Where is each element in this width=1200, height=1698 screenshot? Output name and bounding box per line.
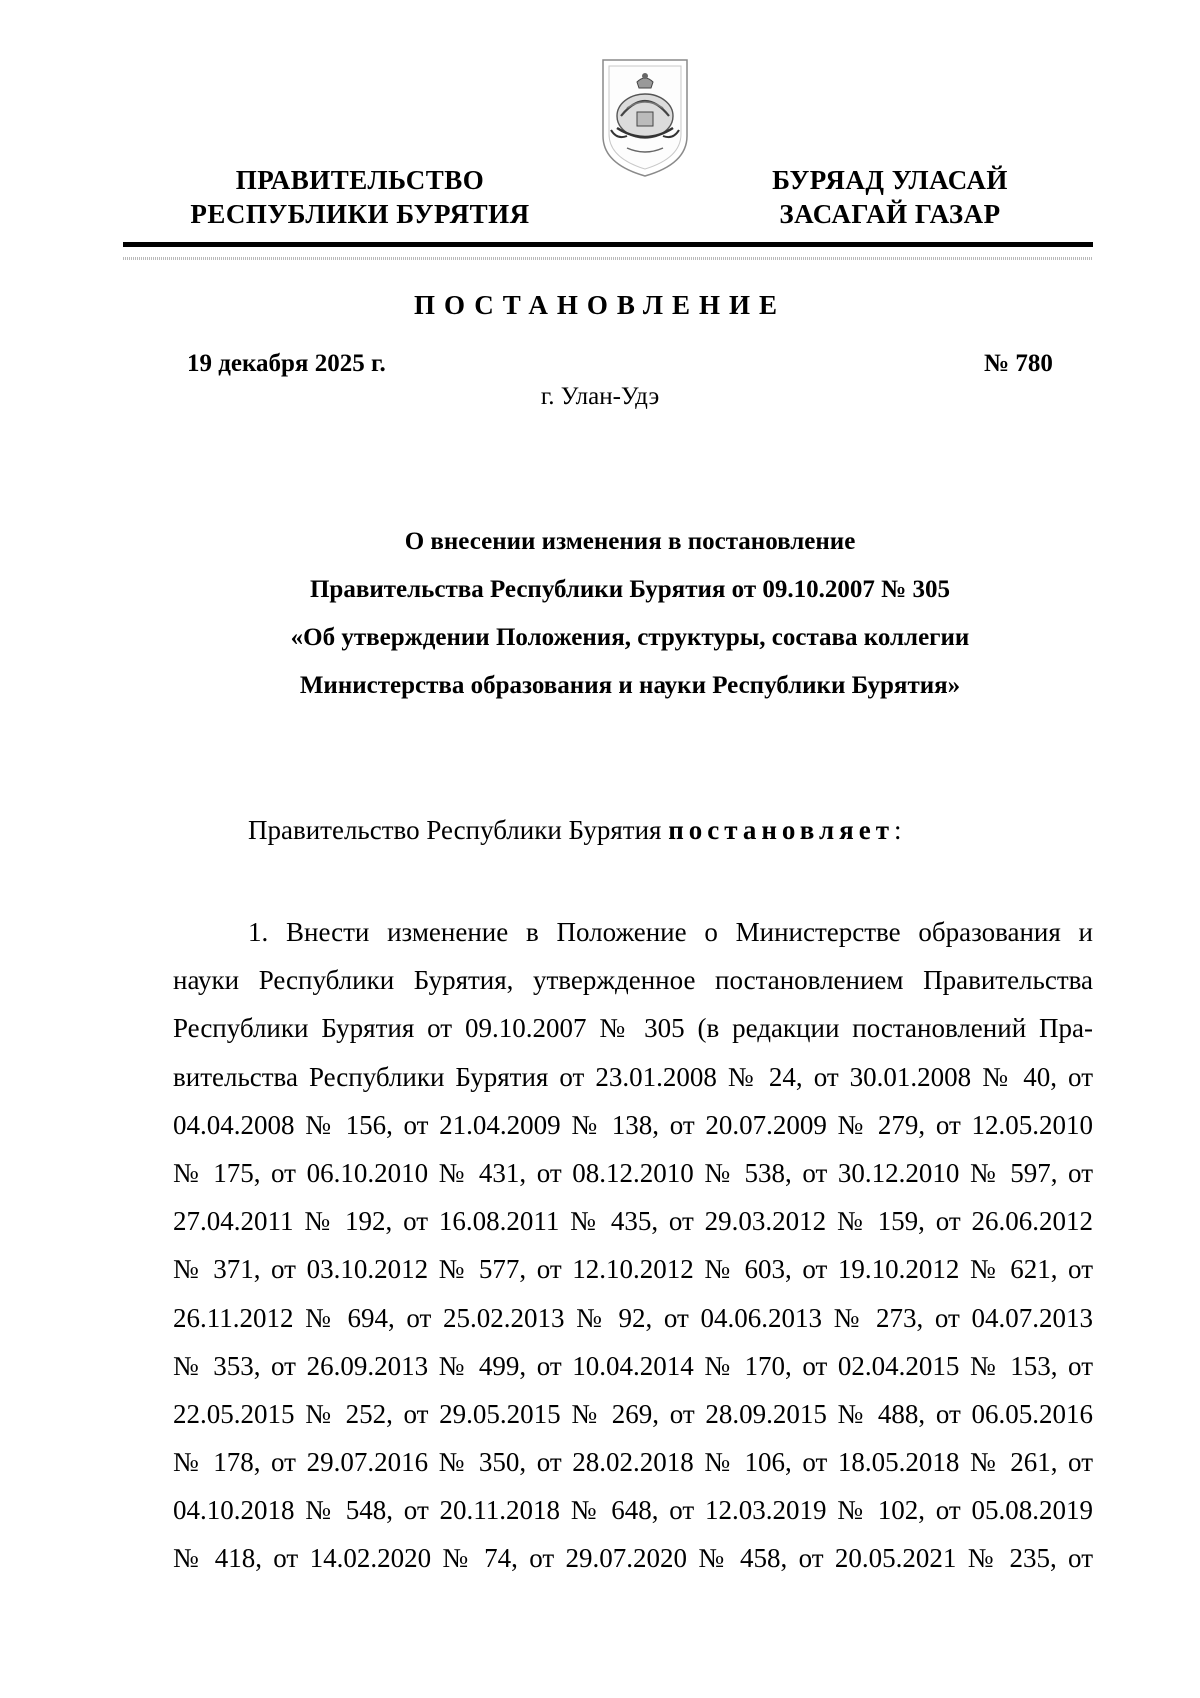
issuer-name-buryat bbox=[745, 163, 1035, 231]
paragraph-line: № 175, от 06.10.2010 № 431, от 08.12.2010 № 538, от 30.12.2010 № 597, от bbox=[173, 1157, 1093, 1188]
paragraph-line: № 353, от 26.09.2013 № 499, от 10.04.2014 № 170, от 02.04.2015 № 153, от bbox=[173, 1350, 1093, 1381]
issuer-line: БУРЯАД УЛАСАЙ bbox=[772, 165, 1008, 195]
title-line: О внесении изменения в постановление bbox=[404, 528, 856, 555]
title-line: «Об утверждении Положения, структуры, состава коллегии bbox=[290, 624, 970, 651]
issuer-name-russian bbox=[175, 163, 545, 231]
preamble bbox=[248, 815, 901, 846]
document-number: № 780 bbox=[984, 350, 1053, 377]
title-line: Министерства образования и науки Республики Бурятия» bbox=[299, 672, 961, 699]
paragraph-line: вительства Республики Бурятия от 23.01.2008 № 24, от 30.01.2008 № 40, от bbox=[173, 1061, 1093, 1092]
paragraph-line: 04.10.2018 № 548, от 20.11.2018 № 648, от 12.03.2019 № 102, от 05.08.2019 bbox=[173, 1495, 1093, 1526]
paragraph-line: 22.05.2015 № 252, от 29.05.2015 № 269, от 28.09.2015 № 488, от 06.05.2016 bbox=[173, 1398, 1093, 1429]
document-type: ПОСТАНОВЛЕНИЕ bbox=[413, 290, 787, 320]
document-title bbox=[160, 518, 1100, 710]
issuer-line: РЕСПУБЛИКИ БУРЯТИЯ bbox=[190, 199, 530, 229]
paragraph-1 bbox=[173, 908, 1093, 1583]
paragraph-line: № 178, от 29.07.2016 № 350, от 28.02.2018 № 106, от 18.05.2018 № 261, от bbox=[173, 1447, 1093, 1478]
paragraph-line: науки Республики Бурятия, утвержденное постановлением Правительства bbox=[173, 965, 1093, 996]
title-line: Правительства Республики Бурятия от 09.10.2007 № 305 bbox=[309, 576, 950, 603]
paragraph-line: 27.04.2011 № 192, от 16.08.2011 № 435, от 29.03.2012 № 159, от 26.06.2012 bbox=[173, 1206, 1093, 1237]
paragraph-line: Республики Бурятия от 09.10.2007 № 305 (в редакции постановлений Пра- bbox=[173, 1013, 1093, 1044]
header-divider-thin bbox=[123, 257, 1093, 260]
document-city: г. Улан-Удэ bbox=[540, 383, 660, 410]
coat-of-arms-icon bbox=[597, 56, 693, 178]
preamble-text: Правительство Республики Бурятия bbox=[248, 815, 669, 845]
issuer-line: ПРАВИТЕЛЬСТВО bbox=[235, 165, 485, 195]
paragraph-line: 04.04.2008 № 156, от 21.04.2009 № 138, от 20.07.2009 № 279, от 12.05.2010 bbox=[173, 1109, 1093, 1140]
document-date: 19 декабря 2025 г. bbox=[187, 350, 386, 377]
preamble-emphasis: постановляет bbox=[668, 815, 894, 845]
preamble-suffix: : bbox=[893, 815, 902, 845]
paragraph-line: 26.11.2012 № 694, от 25.02.2013 № 92, от 04.06.2013 № 273, от 04.07.2013 bbox=[173, 1302, 1093, 1333]
paragraph-line: № 418, от 14.02.2020 № 74, от 29.07.2020 № 458, от 20.05.2021 № 235, от bbox=[173, 1543, 1093, 1574]
header-divider bbox=[123, 242, 1093, 247]
issuer-line: ЗАСАГАЙ ГАЗАР bbox=[779, 199, 1001, 229]
paragraph-line: № 371, от 03.10.2012 № 577, от 12.10.2012 № 603, от 19.10.2012 № 621, от bbox=[173, 1254, 1093, 1285]
paragraph-line: 1. Внести изменение в Положение о Министерстве образования и bbox=[248, 917, 1093, 947]
